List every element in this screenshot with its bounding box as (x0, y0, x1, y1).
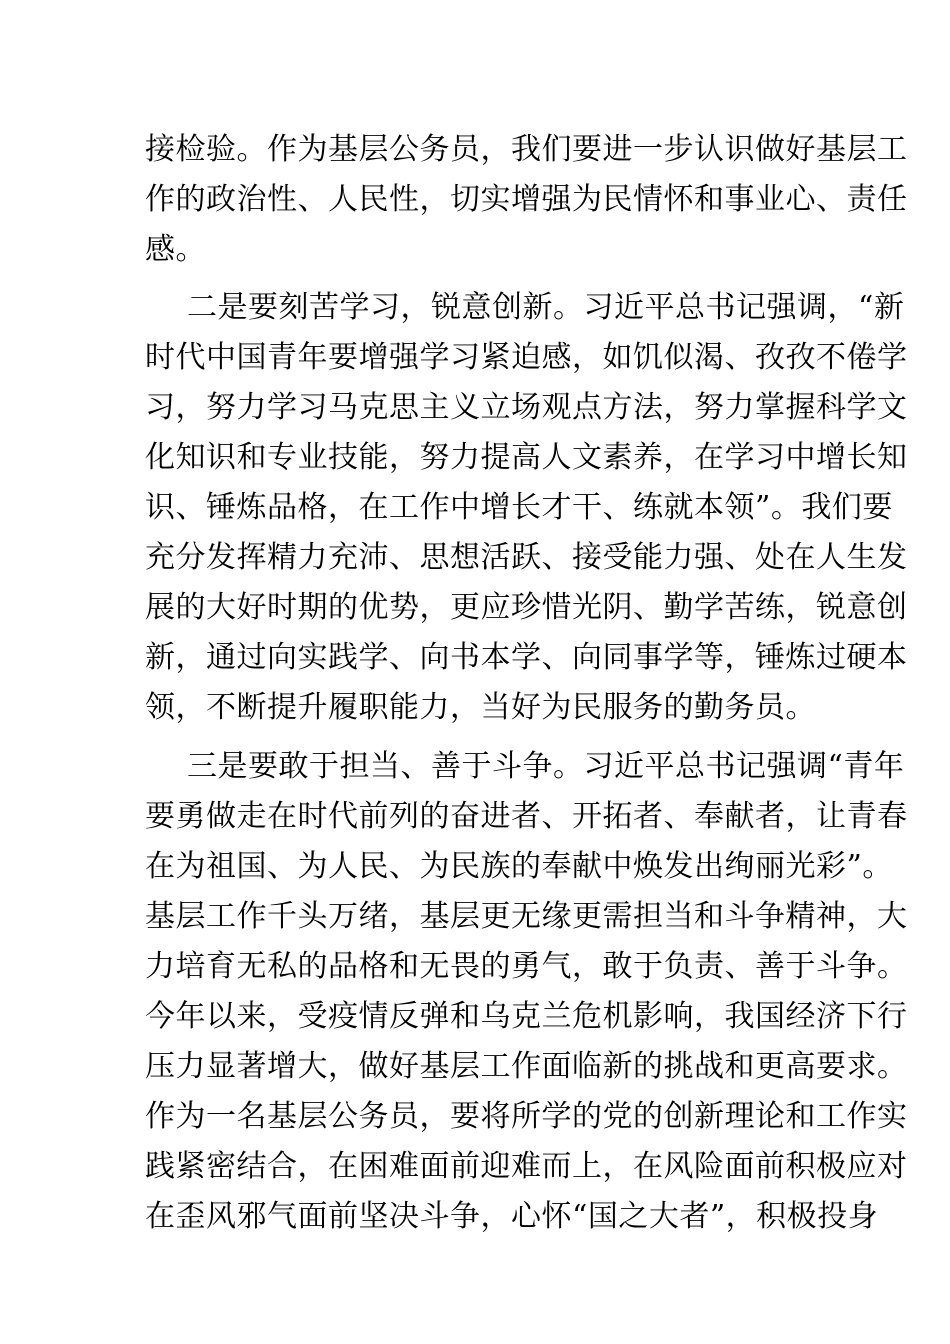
text-line: 在为祖国、为人民、为民族的奉献中焕发出绚丽光彩”。 (145, 849, 893, 884)
text-line: 领，不断提升履职能力，当好为民服务的勤务员。 (145, 690, 816, 725)
paragraph-3-first-line: 三是要敢于担当、善于斗争。习近平总书记强调“青年 (187, 749, 905, 784)
text-line: 识、锤炼品格，在工作中增长才干、练就本领”。我们要 (145, 490, 893, 525)
text-line: 要勇做走在时代前列的奋进者、开拓者、奉献者，让青春 (145, 799, 908, 834)
text-line: 力培育无私的品格和无畏的勇气，敢于负责、善于斗争。 (145, 949, 908, 984)
text-line: 作的政治性、人民性，切实增强为民情怀和事业心、责任 (145, 182, 908, 217)
text-line: 感。 (145, 232, 206, 267)
text-line: 新，通过向实践学、向书本学、向同事学等，锤炼过硬本 (145, 640, 908, 675)
text-line: 作为一名基层公务员，要将所学的党的创新理论和工作实 (145, 1099, 908, 1134)
text-line: 习，努力学习马克思主义立场观点方法，努力掌握科学文 (145, 390, 908, 425)
paragraph-2-first-line: 二是要刻苦学习，锐意创新。习近平总书记强调，“新 (187, 290, 905, 325)
text-line: 接检验。作为基层公务员，我们要进一步认识做好基层工 (145, 132, 908, 167)
text-line: 基层工作千头万绪，基层更无缘更需担当和斗争精神，大 (145, 899, 908, 934)
text-line: 践紧密结合，在困难面前迎难而上，在风险面前积极应对 (145, 1149, 908, 1184)
text-line: 压力显著增大，做好基层工作面临新的挑战和更高要求。 (145, 1049, 908, 1084)
text-line: 化知识和专业技能，努力提高人文素养，在学习中增长知 (145, 440, 908, 475)
text-line: 今年以来，受疫情反弹和乌克兰危机影响，我国经济下行 (145, 999, 908, 1034)
text-line: 充分发挥精力充沛、思想活跃、接受能力强、处在人生发 (145, 540, 908, 575)
text-line: 时代中国青年要增强学习紧迫感，如饥似渴、孜孜不倦学 (145, 340, 908, 375)
text-line: 在歪风邪气面前坚决斗争，心怀“国之大者”，积极投身 (145, 1199, 879, 1234)
text-line: 展的大好时期的优势，更应珍惜光阴、勤学苦练，锐意创 (145, 590, 908, 625)
